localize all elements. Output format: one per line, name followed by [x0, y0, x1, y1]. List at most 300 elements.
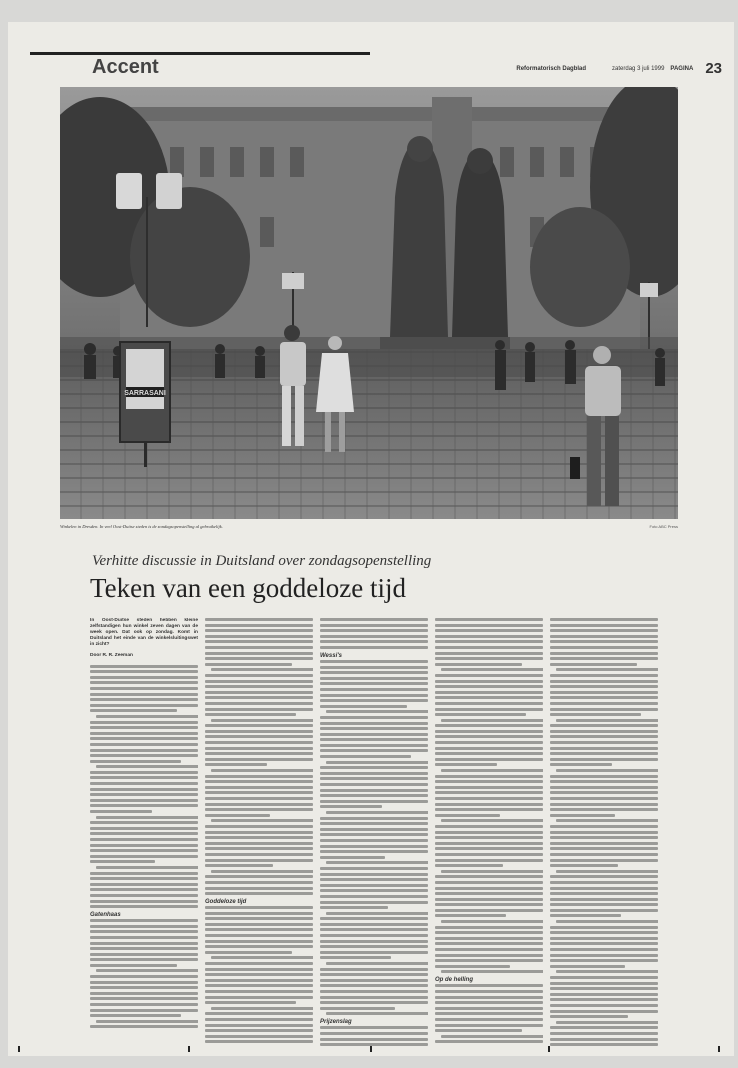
text-line [205, 624, 313, 627]
body-text [320, 1026, 428, 1046]
text-line [550, 976, 658, 979]
text-line [550, 652, 658, 655]
text-line [205, 708, 313, 711]
text-line [550, 702, 658, 705]
text-line [550, 752, 658, 755]
text-line [550, 730, 658, 733]
text-line [320, 744, 428, 747]
text-line [550, 1038, 658, 1041]
text-line [435, 674, 543, 677]
text-line [90, 726, 198, 729]
text-line [550, 747, 658, 750]
text-line [320, 850, 428, 853]
text-line [435, 797, 543, 800]
text-line [90, 737, 198, 740]
text-line [441, 719, 543, 722]
text-line [205, 775, 313, 778]
text-line [90, 782, 198, 785]
text-line [435, 996, 543, 999]
text-line [205, 730, 313, 733]
text-line [205, 928, 313, 931]
text-line [550, 847, 658, 850]
text-line [205, 629, 313, 632]
text-line [90, 721, 198, 724]
text-line [205, 741, 313, 744]
text-line [435, 990, 543, 993]
text-line [90, 693, 198, 696]
text-line [320, 722, 428, 725]
text-line [320, 789, 428, 792]
text-line [320, 895, 428, 898]
text-line [205, 859, 313, 862]
text-line [320, 749, 428, 752]
text-line [205, 797, 313, 800]
text-line [205, 825, 313, 828]
text-line [435, 786, 543, 789]
text-line [550, 842, 658, 845]
header-rule [30, 52, 370, 55]
text-line [550, 954, 658, 957]
text-line [435, 847, 543, 850]
text-line [90, 958, 198, 961]
text-line [550, 741, 658, 744]
article-column-5 [550, 618, 658, 1046]
text-line [205, 696, 313, 699]
text-line [435, 825, 543, 828]
text-line [205, 945, 313, 948]
text-line [435, 708, 543, 711]
text-line [320, 956, 391, 959]
text-line [320, 884, 428, 887]
text-line [435, 640, 543, 643]
text-line [435, 680, 543, 683]
text-line [205, 842, 313, 845]
text-line [550, 948, 658, 951]
text-line [326, 962, 428, 965]
fold-mark [718, 1046, 720, 1052]
body-text [550, 618, 658, 1046]
text-line [320, 901, 428, 904]
text-line [320, 777, 428, 780]
text-line [320, 968, 428, 971]
text-line [320, 694, 428, 697]
fold-mark [370, 1046, 372, 1052]
text-line [435, 887, 543, 890]
text-line [205, 685, 313, 688]
text-line [320, 660, 428, 663]
text-line [320, 906, 388, 909]
text-line [205, 990, 313, 993]
page-label: PAGINA [670, 65, 694, 72]
text-line [550, 942, 658, 945]
text-line [550, 987, 658, 990]
text-line [90, 953, 198, 956]
text-line [320, 923, 428, 926]
text-line [320, 766, 428, 769]
text-line [550, 685, 658, 688]
text-line [435, 646, 543, 649]
text-line [320, 688, 428, 691]
text-line [550, 937, 658, 940]
text-line [435, 965, 510, 968]
text-line [435, 864, 503, 867]
publication-name: Reformatorisch Dagblad [516, 65, 587, 72]
text-line [205, 618, 313, 621]
text-line [205, 1012, 313, 1015]
text-line [550, 1032, 658, 1035]
text-line [90, 838, 198, 841]
text-line [90, 749, 198, 752]
street-scene-image [60, 87, 678, 519]
text-line [90, 832, 198, 835]
text-line [211, 819, 313, 822]
text-line [550, 618, 658, 621]
text-line [205, 640, 313, 643]
text-line [90, 894, 198, 897]
text-line [90, 883, 198, 886]
text-line [550, 758, 658, 761]
text-line [90, 810, 152, 813]
text-line [435, 1018, 543, 1021]
text-line [205, 652, 313, 655]
text-line [205, 752, 313, 755]
text-line [205, 635, 313, 638]
text-line [435, 903, 543, 906]
text-line [550, 803, 658, 806]
text-line [435, 691, 543, 694]
text-line [550, 735, 658, 738]
text-line [205, 680, 313, 683]
text-line [90, 732, 198, 735]
text-line [550, 775, 658, 778]
text-line [205, 646, 313, 649]
text-line [90, 788, 198, 791]
text-line [550, 814, 615, 817]
text-line [320, 917, 428, 920]
text-line [320, 856, 385, 859]
text-line [90, 964, 177, 967]
text-line [205, 786, 313, 789]
text-line [435, 663, 522, 666]
text-line [320, 1001, 428, 1004]
text-line [205, 984, 313, 987]
text-line [320, 682, 428, 685]
text-line [90, 743, 198, 746]
article-photo [60, 87, 678, 519]
body-text [435, 984, 543, 1046]
text-line [550, 959, 658, 962]
text-line [205, 1018, 313, 1021]
text-line [435, 747, 543, 750]
text-line [90, 1025, 198, 1028]
article-column-4 [435, 618, 543, 1046]
body-text [90, 665, 198, 909]
text-line [556, 970, 658, 973]
text-line [211, 870, 313, 873]
text-line [205, 1029, 313, 1032]
article-author: Door R. R. Zeeman [90, 653, 133, 658]
article-column-1 [90, 618, 198, 1046]
text-line [326, 861, 428, 864]
text-line [211, 719, 313, 722]
text-line [90, 947, 198, 950]
text-line [435, 713, 526, 716]
body-text [435, 618, 543, 973]
text-line [320, 666, 428, 669]
text-line [320, 772, 428, 775]
text-line [205, 836, 313, 839]
text-line [90, 698, 198, 701]
text-line [205, 780, 313, 783]
text-line [320, 624, 428, 627]
text-line [550, 791, 658, 794]
text-line [205, 875, 313, 878]
text-line [320, 629, 428, 632]
text-line [90, 975, 198, 978]
text-line [435, 859, 543, 862]
text-line [550, 931, 658, 934]
text-line [435, 842, 543, 845]
text-line [320, 817, 428, 820]
text-line [205, 847, 313, 850]
masthead [516, 60, 722, 77]
text-line [205, 892, 313, 895]
text-line [90, 821, 198, 824]
page-number: 23 [705, 60, 722, 77]
text-line [550, 881, 658, 884]
text-line [90, 1009, 198, 1012]
text-line [435, 685, 543, 688]
text-line [320, 738, 428, 741]
text-line [320, 889, 428, 892]
text-line [435, 1012, 543, 1015]
text-line [550, 680, 658, 683]
text-line [550, 1026, 658, 1029]
subheading: Gatenhaas [90, 912, 121, 919]
text-line [205, 713, 296, 716]
text-line [90, 888, 198, 891]
text-line [320, 940, 428, 943]
article-column-3 [320, 618, 428, 1046]
text-line [90, 844, 198, 847]
text-line [90, 670, 198, 673]
text-line [550, 696, 658, 699]
text-line [326, 1012, 428, 1015]
text-line [205, 979, 313, 982]
text-line [320, 934, 428, 937]
text-line [556, 920, 658, 923]
text-line [90, 827, 198, 830]
text-line [435, 758, 543, 761]
text-line [90, 793, 198, 796]
text-line [435, 931, 543, 934]
text-line [435, 881, 543, 884]
text-line [320, 671, 428, 674]
article-column-2 [205, 618, 313, 1046]
text-line [90, 992, 198, 995]
text-line [90, 942, 198, 945]
text-line [435, 741, 543, 744]
text-line [435, 954, 543, 957]
text-line [550, 831, 658, 834]
text-line [320, 945, 428, 948]
text-line [435, 937, 543, 940]
text-line [320, 618, 428, 621]
text-line [441, 769, 543, 772]
text-line [90, 804, 198, 807]
text-line [550, 713, 641, 716]
text-line [435, 836, 543, 839]
text-line [90, 681, 198, 684]
text-line [550, 1015, 628, 1018]
text-line [441, 819, 543, 822]
caption-row [60, 524, 678, 534]
body-text [320, 618, 428, 649]
text-line [90, 925, 198, 928]
text-line [90, 855, 198, 858]
text-line [435, 696, 543, 699]
text-line [320, 794, 428, 797]
text-line [96, 969, 198, 972]
text-line [435, 1001, 543, 1004]
text-line [205, 735, 313, 738]
text-line [320, 805, 382, 808]
text-line [320, 973, 428, 976]
text-line [90, 860, 155, 863]
text-line [205, 663, 292, 666]
text-line [550, 763, 612, 766]
text-line [441, 668, 543, 671]
text-line [435, 814, 500, 817]
publication-date: zaterdag 3 juli 1999 [612, 65, 665, 72]
text-line [205, 1035, 313, 1038]
text-line [550, 864, 618, 867]
text-line [326, 811, 428, 814]
text-line [205, 923, 313, 926]
text-line [90, 849, 198, 852]
text-line [320, 833, 428, 836]
text-line [90, 776, 198, 779]
text-line [205, 831, 313, 834]
subheading: Prijzenslag [320, 1019, 352, 1026]
subheading: Goddeloze tijd [205, 899, 247, 906]
text-line [550, 825, 658, 828]
subheading: Wessi's [320, 652, 342, 659]
text-line [90, 754, 198, 757]
text-line [320, 839, 428, 842]
text-line [205, 691, 313, 694]
text-line [550, 646, 658, 649]
text-line [435, 948, 543, 951]
sign-text: SARRASANI [124, 390, 166, 397]
text-line [96, 816, 198, 819]
text-line [550, 674, 658, 677]
text-line [556, 819, 658, 822]
text-line [205, 1040, 313, 1043]
text-line [326, 912, 428, 915]
text-line [211, 769, 313, 772]
text-line [556, 870, 658, 873]
text-line [550, 909, 658, 912]
text-line [205, 758, 313, 761]
text-line [435, 898, 543, 901]
text-line [320, 635, 428, 638]
text-line [435, 618, 543, 621]
photo-credit: Foto ABC Press [649, 524, 678, 529]
text-line [90, 919, 198, 922]
text-line [320, 979, 428, 982]
text-line [320, 800, 428, 803]
text-line [435, 1040, 543, 1043]
subheading: Op de helling [435, 977, 474, 984]
text-line [320, 845, 428, 848]
text-line [550, 635, 658, 638]
text-line [90, 676, 198, 679]
text-line [435, 791, 543, 794]
text-line [441, 1035, 543, 1038]
article-lead: In Oost-Duitse steden hebben kleine zelfstandigen hun winkel zeven dagen van de week open. Dat ook op zondag. Komt in Duitsland het einde van de winkelsluitingswet in zicht? [90, 618, 198, 647]
text-line [435, 752, 543, 755]
text-line [550, 993, 658, 996]
article-headline: Teken van een goddeloze tijd [90, 573, 406, 603]
article-kicker: Verhitte discussie in Duitsland over zondagsopenstelling [92, 553, 432, 569]
text-line [205, 887, 313, 890]
text-line [435, 657, 543, 660]
text-line [90, 1014, 181, 1017]
text-line [435, 926, 543, 929]
text-line [441, 870, 543, 873]
text-line [435, 629, 543, 632]
text-line [205, 747, 313, 750]
text-line [435, 724, 543, 727]
text-line [205, 968, 313, 971]
text-line [550, 903, 658, 906]
text-line [90, 930, 198, 933]
body-text [205, 618, 313, 895]
text-line [556, 668, 658, 671]
body-text [205, 906, 313, 1046]
text-line [320, 873, 428, 876]
text-line [550, 892, 658, 895]
text-line [320, 727, 428, 730]
text-line [550, 1010, 658, 1013]
text-line [550, 640, 658, 643]
text-line [90, 986, 198, 989]
text-line [320, 733, 428, 736]
text-line [550, 786, 658, 789]
text-line [435, 959, 543, 962]
text-line [205, 814, 270, 817]
fold-mark [18, 1046, 20, 1052]
text-line [550, 982, 658, 985]
text-line [205, 763, 267, 766]
section-title: Accent [92, 56, 159, 78]
text-line [550, 853, 658, 856]
text-line [435, 909, 543, 912]
text-line [435, 875, 543, 878]
text-line [435, 624, 543, 627]
fold-marks [8, 1046, 734, 1056]
text-line [320, 646, 428, 649]
text-line [205, 881, 313, 884]
text-line [435, 892, 543, 895]
text-line [556, 1021, 658, 1024]
text-line [90, 687, 198, 690]
text-line [96, 715, 198, 718]
text-line [435, 914, 506, 917]
body-text [320, 660, 428, 1015]
text-line [320, 878, 428, 881]
